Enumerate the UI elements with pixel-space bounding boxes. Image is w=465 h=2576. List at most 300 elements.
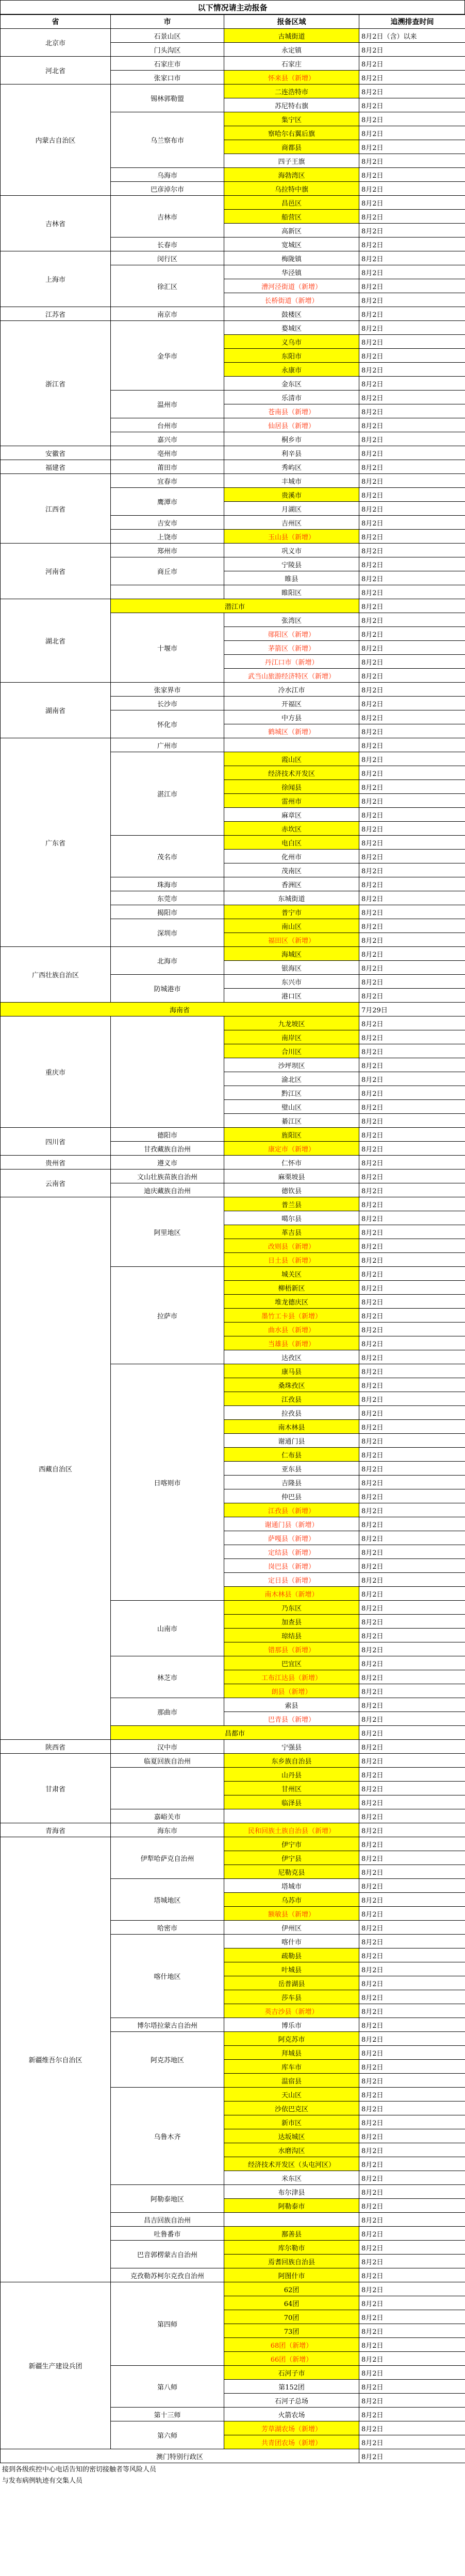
area-cell: 共青团农场（新增） bbox=[224, 2435, 359, 2449]
time-cell: 8月2日 bbox=[359, 850, 465, 863]
time-cell: 8月2日 bbox=[359, 2408, 465, 2421]
time-cell: 8月2日 bbox=[359, 1962, 465, 1976]
time-cell: 8月2日 bbox=[359, 544, 465, 557]
area-cell: 银海区 bbox=[224, 961, 359, 975]
time-cell: 8月2日 bbox=[359, 2115, 465, 2129]
city-cell: 第十三师 bbox=[111, 2408, 224, 2421]
time-cell: 8月2日 bbox=[359, 1128, 465, 1142]
time-cell: 8月2日 bbox=[359, 2435, 465, 2449]
area-cell: 普宁市 bbox=[224, 905, 359, 919]
area-cell: 丹江口市（新增） bbox=[224, 655, 359, 669]
area-cell: 73团 bbox=[224, 2324, 359, 2338]
time-cell: 8月2日 bbox=[359, 2004, 465, 2018]
time-cell: 8月2日 bbox=[359, 1545, 465, 1559]
area-cell: 丰城市 bbox=[224, 474, 359, 488]
city-cell: 广州市 bbox=[111, 738, 224, 752]
city-cell: 门头沟区 bbox=[111, 43, 224, 57]
table-row bbox=[1, 544, 465, 557]
city-cell: 海东市 bbox=[111, 1823, 224, 1837]
area-cell: 察哈尔右翼后旗 bbox=[224, 126, 359, 140]
time-cell: 8月2日 bbox=[359, 335, 465, 349]
city-cell: 潜江市 bbox=[111, 599, 359, 613]
province-cell: 广东省 bbox=[1, 738, 111, 947]
province-cell: 海南省 bbox=[1, 1003, 359, 1016]
time-cell: 8月2日 bbox=[359, 2324, 465, 2338]
area-cell: 东城街道 bbox=[224, 891, 359, 905]
time-cell: 8月2日 bbox=[359, 599, 465, 613]
area-cell: 江孜县 bbox=[224, 1392, 359, 1406]
area-cell: 集宁区 bbox=[224, 112, 359, 126]
time-cell: 8月2日 bbox=[359, 975, 465, 989]
area-cell: 索县 bbox=[224, 1698, 359, 1712]
city-cell: 吉安市 bbox=[111, 516, 224, 530]
time-cell: 8月2日 bbox=[359, 863, 465, 877]
time-cell: 8月2日 bbox=[359, 1503, 465, 1517]
area-cell: 九龙坡区 bbox=[224, 1016, 359, 1030]
area-cell: 水磨沟区 bbox=[224, 2143, 359, 2157]
city-cell: 张家口市 bbox=[111, 71, 224, 84]
area-cell: 旌阳区 bbox=[224, 1128, 359, 1142]
city-cell: 乌海市 bbox=[111, 168, 224, 182]
time-cell: 8月2日 bbox=[359, 891, 465, 905]
header-city: 市 bbox=[111, 15, 224, 29]
table-row bbox=[1, 1197, 465, 1211]
time-cell: 8月2日 bbox=[359, 474, 465, 488]
city-cell: 德阳市 bbox=[111, 1128, 224, 1142]
area-cell: 雷州市 bbox=[224, 794, 359, 808]
province-cell: 湖北省 bbox=[1, 599, 111, 683]
area-cell: 定日县（新增） bbox=[224, 1573, 359, 1587]
time-cell: 8月2日 bbox=[359, 126, 465, 140]
province-cell: 广西壮族自治区 bbox=[1, 947, 111, 1003]
time-cell: 8月2日 bbox=[359, 585, 465, 599]
city-cell: 南京市 bbox=[111, 307, 224, 321]
time-cell: 8月2日 bbox=[359, 293, 465, 307]
area-cell bbox=[224, 2213, 359, 2227]
area-cell: 金东区 bbox=[224, 377, 359, 391]
city-cell: 锡林郭勒盟 bbox=[111, 84, 224, 112]
city-cell: 闵行区 bbox=[111, 251, 224, 265]
table-row bbox=[1, 2449, 465, 2463]
province-cell: 安徽省 bbox=[1, 446, 111, 460]
area-cell: 宁陵县 bbox=[224, 557, 359, 571]
time-cell: 8月2日 bbox=[359, 571, 465, 585]
area-cell: 二连浩特市 bbox=[224, 84, 359, 98]
city-cell: 金华市 bbox=[111, 321, 224, 391]
time-cell: 8月2日 bbox=[359, 655, 465, 669]
time-cell: 8月2日（含）以来 bbox=[359, 29, 465, 43]
area-cell: 苏尼特右旗 bbox=[224, 98, 359, 112]
area-cell: 中方县 bbox=[224, 710, 359, 724]
area-cell: 月湖区 bbox=[224, 502, 359, 516]
area-cell: 船营区 bbox=[224, 210, 359, 224]
area-cell: 堆龙德庆区 bbox=[224, 1295, 359, 1309]
area-cell: 苍南县（新增） bbox=[224, 404, 359, 418]
time-cell: 8月2日 bbox=[359, 669, 465, 683]
table-row bbox=[1, 29, 465, 43]
city-cell: 昌吉回族自治州 bbox=[111, 2213, 224, 2227]
province-cell: 四川省 bbox=[1, 1128, 111, 1156]
time-cell: 8月2日 bbox=[359, 1684, 465, 1698]
area-cell: 温宿县 bbox=[224, 2074, 359, 2088]
table-row bbox=[1, 1837, 465, 1851]
time-cell: 8月2日 bbox=[359, 1267, 465, 1281]
time-cell: 8月2日 bbox=[359, 1879, 465, 1893]
time-cell: 8月2日 bbox=[359, 154, 465, 168]
time-cell: 8月2日 bbox=[359, 1239, 465, 1253]
city-cell: 嘉峪关市 bbox=[111, 1809, 224, 1823]
city-cell: 吐鲁番市 bbox=[111, 2227, 224, 2241]
province-cell: 河南省 bbox=[1, 544, 111, 599]
time-cell: 8月2日 bbox=[359, 488, 465, 502]
province-cell: 河北省 bbox=[1, 57, 111, 84]
area-cell: 甘州区 bbox=[224, 1782, 359, 1795]
time-cell: 8月2日 bbox=[359, 2268, 465, 2282]
time-cell: 8月2日 bbox=[359, 1016, 465, 1030]
area-cell: 武当山旅游经济特区（新增） bbox=[224, 669, 359, 683]
time-cell: 8月2日 bbox=[359, 1364, 465, 1378]
time-cell: 8月2日 bbox=[359, 210, 465, 224]
area-cell: 康定市（新增） bbox=[224, 1142, 359, 1156]
area-cell: 当雄县（新增） bbox=[224, 1336, 359, 1350]
time-cell: 8月2日 bbox=[359, 1935, 465, 1948]
time-cell: 8月2日 bbox=[359, 43, 465, 57]
area-cell: 义乌市 bbox=[224, 335, 359, 349]
time-cell: 8月2日 bbox=[359, 1976, 465, 1990]
time-cell: 8月2日 bbox=[359, 1642, 465, 1656]
time-cell: 8月2日 bbox=[359, 794, 465, 808]
time-cell: 8月2日 bbox=[359, 404, 465, 418]
area-cell: 仁布县 bbox=[224, 1448, 359, 1462]
time-cell: 8月2日 bbox=[359, 2352, 465, 2366]
time-cell: 8月2日 bbox=[359, 530, 465, 544]
area-cell: 港口区 bbox=[224, 989, 359, 1003]
area-cell: 民和回族土族自治县（新增） bbox=[224, 1823, 359, 1837]
area-cell: 琼结县 bbox=[224, 1629, 359, 1642]
city-cell: 林芝市 bbox=[111, 1656, 224, 1698]
area-cell: 电白区 bbox=[224, 836, 359, 850]
time-cell: 8月2日 bbox=[359, 2157, 465, 2171]
area-cell: 朗县（新增） bbox=[224, 1684, 359, 1698]
province-cell: 重庆市 bbox=[1, 1016, 111, 1128]
table-body bbox=[1, 29, 465, 2463]
area-cell: 南木林县 bbox=[224, 1420, 359, 1434]
area-cell: 经济技术开发区（头屯河区） bbox=[224, 2157, 359, 2171]
city-cell: 防城港市 bbox=[111, 975, 224, 1003]
city-cell: 台州市 bbox=[111, 418, 224, 432]
time-cell: 8月2日 bbox=[359, 1058, 465, 1072]
area-cell: 吉州区 bbox=[224, 516, 359, 530]
area-cell: 康马县 bbox=[224, 1364, 359, 1378]
time-cell: 8月2日 bbox=[359, 2296, 465, 2310]
area-cell: 普兰县 bbox=[224, 1197, 359, 1211]
table-row bbox=[1, 251, 465, 265]
time-cell: 8月2日 bbox=[359, 98, 465, 112]
province-cell: 上海市 bbox=[1, 251, 111, 307]
time-cell: 8月2日 bbox=[359, 1670, 465, 1684]
time-cell: 8月2日 bbox=[359, 1142, 465, 1156]
area-cell: 石家庄 bbox=[224, 57, 359, 71]
time-cell: 8月2日 bbox=[359, 2380, 465, 2394]
time-cell: 8月2日 bbox=[359, 1183, 465, 1197]
area-cell: 66团（新增） bbox=[224, 2352, 359, 2366]
time-cell: 8月2日 bbox=[359, 1197, 465, 1211]
time-cell: 8月2日 bbox=[359, 1782, 465, 1795]
area-cell: 永定镇 bbox=[224, 43, 359, 57]
city-cell: 克孜勒苏柯尔克孜自治州 bbox=[111, 2268, 224, 2282]
area-cell: 68团（新增） bbox=[224, 2338, 359, 2352]
time-cell: 8月2日 bbox=[359, 2171, 465, 2185]
city-cell: 张家界市 bbox=[111, 683, 224, 697]
time-cell: 8月2日 bbox=[359, 724, 465, 738]
time-cell: 8月2日 bbox=[359, 2310, 465, 2324]
city-cell: 那曲市 bbox=[111, 1698, 224, 1726]
area-cell: 乐清市 bbox=[224, 391, 359, 404]
time-cell: 8月2日 bbox=[359, 557, 465, 571]
area-cell: 阿图什市 bbox=[224, 2268, 359, 2282]
time-cell: 8月2日 bbox=[359, 2282, 465, 2296]
area-cell: 桑珠孜区 bbox=[224, 1378, 359, 1392]
time-cell: 8月2日 bbox=[359, 307, 465, 321]
time-cell: 8月2日 bbox=[359, 251, 465, 265]
area-cell: 乃东区 bbox=[224, 1601, 359, 1615]
area-cell: 香洲区 bbox=[224, 877, 359, 891]
area-cell: 米东区 bbox=[224, 2171, 359, 2185]
city-cell: 迪庆藏族自治州 bbox=[111, 1183, 224, 1197]
time-cell: 8月2日 bbox=[359, 182, 465, 196]
time-cell: 8月2日 bbox=[359, 224, 465, 238]
time-cell: 8月2日 bbox=[359, 1448, 465, 1462]
time-cell: 8月2日 bbox=[359, 140, 465, 154]
time-cell: 8月2日 bbox=[359, 2255, 465, 2268]
time-cell: 8月2日 bbox=[359, 446, 465, 460]
time-cell: 8月2日 bbox=[359, 1476, 465, 1489]
area-cell: 鼓楼区 bbox=[224, 307, 359, 321]
table-row bbox=[1, 1740, 465, 1754]
time-cell: 8月2日 bbox=[359, 1336, 465, 1350]
city-cell: 遵义市 bbox=[111, 1156, 224, 1170]
time-cell: 8月2日 bbox=[359, 1225, 465, 1239]
area-cell: 怀来县（新增） bbox=[224, 71, 359, 84]
time-cell: 8月2日 bbox=[359, 1615, 465, 1629]
area-cell: 革吉县 bbox=[224, 1225, 359, 1239]
table-row bbox=[1, 446, 465, 460]
city-cell: 宜春市 bbox=[111, 474, 224, 488]
time-cell: 8月2日 bbox=[359, 1656, 465, 1670]
time-cell: 8月2日 bbox=[359, 1086, 465, 1100]
table-row bbox=[1, 307, 465, 321]
area-cell: 64团 bbox=[224, 2296, 359, 2310]
time-cell: 8月2日 bbox=[359, 2102, 465, 2115]
area-cell: 临泽县 bbox=[224, 1795, 359, 1809]
area-cell: 伊州区 bbox=[224, 1921, 359, 1935]
area-cell: 石河子市 bbox=[224, 2366, 359, 2380]
area-cell: 加查县 bbox=[224, 1615, 359, 1629]
area-cell: 乌拉特中旗 bbox=[224, 182, 359, 196]
time-cell: 8月2日 bbox=[359, 1837, 465, 1851]
area-cell: 噶尔县 bbox=[224, 1211, 359, 1225]
area-cell: 化州市 bbox=[224, 850, 359, 863]
city-cell: 第四师 bbox=[111, 2282, 224, 2366]
time-cell: 8月2日 bbox=[359, 905, 465, 919]
time-cell: 8月2日 bbox=[359, 1462, 465, 1476]
area-cell: 拉孜县 bbox=[224, 1406, 359, 1420]
time-cell: 8月2日 bbox=[359, 1809, 465, 1823]
time-cell: 8月2日 bbox=[359, 1601, 465, 1615]
time-cell: 8月2日 bbox=[359, 1044, 465, 1058]
city-cell: 巴音郭楞蒙古自治州 bbox=[111, 2241, 224, 2268]
province-cell: 澳门特别行政区 bbox=[1, 2449, 359, 2463]
area-cell: 博乐市 bbox=[224, 2018, 359, 2032]
province-cell: 云南省 bbox=[1, 1170, 111, 1197]
time-cell: 8月2日 bbox=[359, 71, 465, 84]
time-cell: 8月2日 bbox=[359, 1170, 465, 1183]
area-cell: 达坂城区 bbox=[224, 2129, 359, 2143]
city-cell: 乌鲁木齐 bbox=[111, 2088, 224, 2185]
table-row bbox=[1, 1156, 465, 1170]
city-cell: 温州市 bbox=[111, 391, 224, 418]
header-time: 追溯排查时间 bbox=[359, 15, 465, 29]
time-cell: 8月2日 bbox=[359, 2366, 465, 2380]
area-cell: 婺城区 bbox=[224, 321, 359, 335]
area-cell: 古城街道 bbox=[224, 29, 359, 43]
time-cell: 8月2日 bbox=[359, 2018, 465, 2032]
time-cell: 7月29日 bbox=[359, 1003, 465, 1016]
area-cell bbox=[224, 1809, 359, 1823]
table-row bbox=[1, 683, 465, 697]
table-row bbox=[1, 196, 465, 210]
area-cell: 宁强县 bbox=[224, 1740, 359, 1754]
time-cell: 8月2日 bbox=[359, 766, 465, 780]
city-cell bbox=[111, 1016, 224, 1128]
city-cell: 石景山区 bbox=[111, 29, 224, 43]
area-cell: 东乡族自治县 bbox=[224, 1754, 359, 1768]
area-cell: 茅箭区（新增） bbox=[224, 641, 359, 655]
area-cell: 疏勒县 bbox=[224, 1948, 359, 1962]
area-cell: 合川区 bbox=[224, 1044, 359, 1058]
city-cell: 拉萨市 bbox=[111, 1267, 224, 1364]
city-cell: 第八师 bbox=[111, 2366, 224, 2408]
area-cell: 南山区 bbox=[224, 919, 359, 933]
city-cell: 亳州市 bbox=[111, 446, 224, 460]
area-cell: 麻栗坡县 bbox=[224, 1170, 359, 1183]
area-cell: 仁怀市 bbox=[224, 1156, 359, 1170]
city-cell: 日喀则市 bbox=[111, 1364, 224, 1601]
city-cell bbox=[111, 585, 224, 599]
city-cell: 茂名市 bbox=[111, 836, 224, 877]
time-cell: 8月2日 bbox=[359, 1323, 465, 1336]
province-cell: 新疆生产建设兵团 bbox=[1, 2282, 111, 2449]
city-cell: 第六师 bbox=[111, 2421, 224, 2449]
time-cell: 8月2日 bbox=[359, 238, 465, 251]
time-cell: 8月2日 bbox=[359, 2338, 465, 2352]
area-cell: 黔江区 bbox=[224, 1086, 359, 1100]
time-cell: 8月2日 bbox=[359, 641, 465, 655]
area-cell: 宽城区 bbox=[224, 238, 359, 251]
time-cell: 8月2日 bbox=[359, 1392, 465, 1406]
time-cell: 8月2日 bbox=[359, 1795, 465, 1809]
province-cell: 江西省 bbox=[1, 474, 111, 544]
city-cell: 汉中市 bbox=[111, 1740, 224, 1754]
time-cell: 8月2日 bbox=[359, 2394, 465, 2408]
area-cell: 东阳市 bbox=[224, 349, 359, 363]
area-cell: 谢通门县 bbox=[224, 1434, 359, 1448]
table-row bbox=[1, 738, 465, 752]
area-cell: 德钦县 bbox=[224, 1183, 359, 1197]
province-cell: 陕西省 bbox=[1, 1740, 111, 1754]
city-cell: 东莞市 bbox=[111, 891, 224, 905]
time-cell: 8月2日 bbox=[359, 112, 465, 126]
time-cell: 8月2日 bbox=[359, 1948, 465, 1962]
area-cell: 麻章区 bbox=[224, 808, 359, 822]
time-cell: 8月2日 bbox=[359, 627, 465, 641]
area-cell: 改则县（新增） bbox=[224, 1239, 359, 1253]
area-cell: 布尔津县 bbox=[224, 2185, 359, 2199]
area-cell: 70团 bbox=[224, 2310, 359, 2324]
province-cell: 湖南省 bbox=[1, 683, 111, 738]
area-cell: 利辛县 bbox=[224, 446, 359, 460]
province-cell: 吉林省 bbox=[1, 196, 111, 251]
time-cell: 8月2日 bbox=[359, 1072, 465, 1086]
time-cell: 8月2日 bbox=[359, 710, 465, 724]
time-cell: 8月2日 bbox=[359, 2213, 465, 2227]
time-cell: 8月2日 bbox=[359, 1573, 465, 1587]
table-row bbox=[1, 599, 465, 613]
time-cell: 8月2日 bbox=[359, 961, 465, 975]
area-cell: 定结县（新增） bbox=[224, 1545, 359, 1559]
time-cell: 8月2日 bbox=[359, 1156, 465, 1170]
time-cell: 8月2日 bbox=[359, 1420, 465, 1434]
city-cell: 阿里地区 bbox=[111, 1197, 224, 1267]
area-cell: 第152团 bbox=[224, 2380, 359, 2394]
time-cell: 8月2日 bbox=[359, 1211, 465, 1225]
area-cell: 沙坪坝区 bbox=[224, 1058, 359, 1072]
time-cell: 8月2日 bbox=[359, 1907, 465, 1921]
area-cell: 睢县 bbox=[224, 571, 359, 585]
time-cell: 8月2日 bbox=[359, 432, 465, 446]
time-cell: 8月2日 bbox=[359, 808, 465, 822]
city-cell: 甘孜藏族自治州 bbox=[111, 1142, 224, 1156]
area-cell: 新市区 bbox=[224, 2115, 359, 2129]
city-cell: 昌都市 bbox=[111, 1726, 359, 1740]
area-cell: 莎车县 bbox=[224, 1990, 359, 2004]
time-cell: 8月2日 bbox=[359, 683, 465, 697]
area-cell: 长桥街道（新增） bbox=[224, 293, 359, 307]
time-cell: 8月2日 bbox=[359, 2143, 465, 2157]
city-cell: 郑州市 bbox=[111, 544, 224, 557]
province-cell: 北京市 bbox=[1, 29, 111, 57]
area-cell: 石河子总场 bbox=[224, 2394, 359, 2408]
time-cell: 8月2日 bbox=[359, 1531, 465, 1545]
area-cell: 伊宁县 bbox=[224, 1851, 359, 1865]
area-cell: 沙依巴克区 bbox=[224, 2102, 359, 2115]
area-cell: 吉隆县 bbox=[224, 1476, 359, 1489]
time-cell: 8月2日 bbox=[359, 1030, 465, 1044]
city-cell: 阿勒泰地区 bbox=[111, 2185, 224, 2213]
city-cell: 石家庄市 bbox=[111, 57, 224, 71]
area-cell bbox=[224, 738, 359, 752]
city-cell: 塔城地区 bbox=[111, 1879, 224, 1921]
time-cell: 8月2日 bbox=[359, 2060, 465, 2074]
table-row bbox=[1, 474, 465, 488]
table-row bbox=[1, 321, 465, 335]
city-cell: 商丘市 bbox=[111, 557, 224, 585]
note-line: 接到各级疾控中心电话告知的密切接触者等风险人员 bbox=[2, 2466, 157, 2473]
table-row bbox=[1, 1016, 465, 1030]
area-cell: 拜城县 bbox=[224, 2046, 359, 2060]
area-cell: 南岸区 bbox=[224, 1030, 359, 1044]
time-cell: 8月2日 bbox=[359, 1378, 465, 1392]
